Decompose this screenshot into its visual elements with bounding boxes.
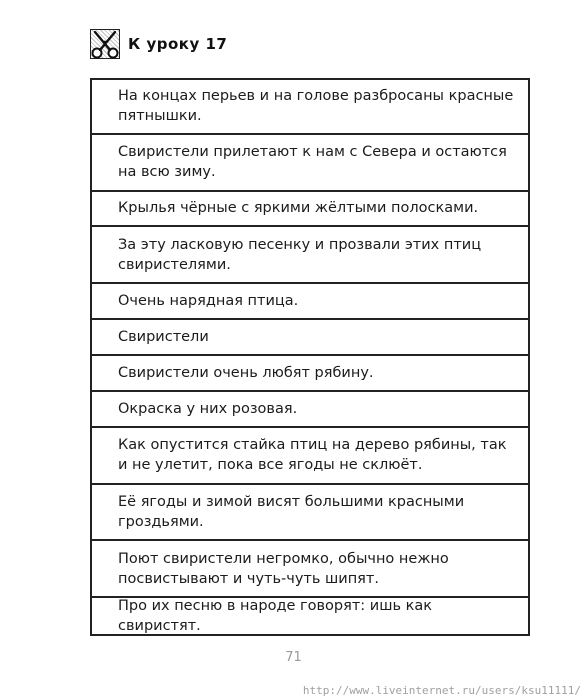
scissors-icon — [90, 29, 120, 59]
text-strip — [90, 192, 530, 228]
strip-text: Окраска у них розовая. — [118, 400, 298, 417]
text-strip — [90, 428, 530, 485]
strip-text: Её ягоды и зимой висят большими красными гроздьями. — [118, 493, 465, 530]
text-strip — [90, 227, 530, 284]
lesson-header — [90, 24, 227, 64]
text-strips — [90, 78, 530, 636]
page-number: 71 — [285, 650, 302, 665]
text-strip — [90, 135, 530, 192]
strip-text: Поют свиристели негромко, обычно нежно посвистывают и чуть-чуть шипят. — [118, 550, 449, 587]
text-strip — [90, 356, 530, 392]
strip-text: Крылья чёрные с яркими жёлтыми полосками. — [118, 200, 479, 217]
strip-text: За эту ласковую песенку и прозвали этих птиц свиристелями. — [118, 236, 482, 273]
watermark-url: http://www.liveinternet.ru/users/ksu11111/ — [302, 684, 581, 697]
strip-text: Как опустится стайка птиц на дерево рябины, так и не улетит, пока все ягоды не склюёт. — [118, 437, 507, 474]
lesson-title: К уроку 17 — [128, 35, 228, 53]
strip-text: На концах перьев и на голове разбросаны красные пятнышки. — [118, 88, 514, 125]
strip-text: Свиристели прилетают к нам с Севера и остаются на всю зиму. — [118, 144, 507, 181]
strip-text: Про их песню в народе говорят: ишь как свиристят. — [118, 598, 433, 635]
strip-text: Свиристели — [118, 329, 209, 346]
text-strip — [90, 392, 530, 428]
text-strip — [90, 598, 530, 636]
text-strip — [90, 485, 530, 542]
text-strip — [90, 320, 530, 356]
text-strip — [90, 78, 530, 135]
text-strip — [90, 541, 530, 598]
text-strip — [90, 284, 530, 320]
strip-text: Свиристели очень любят рябину. — [118, 365, 374, 382]
strip-text: Очень нарядная птица. — [118, 293, 299, 310]
